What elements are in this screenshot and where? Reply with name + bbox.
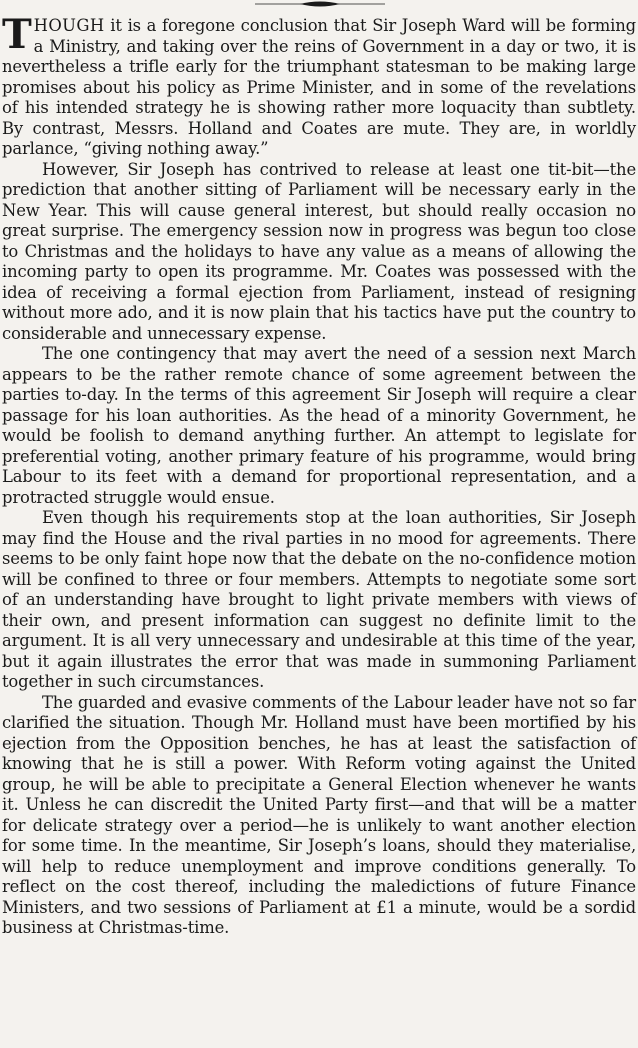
first-word-caps: HOUGH (33, 16, 105, 35)
paragraph-4: Even though his requirements stop at the loan authorities, Sir Joseph may find the House and the rival parties in no mood for agreements. There seems to be only faint hope now that the debate on the no-confidence motion will be confined to three or four members. Attempts to negotiate some sort of an understanding have brought to light private members with views of their own, and present information can suggest no definite limit to the argument. It is all very unnecessary and undesirable at this time of the year, but it again illustrates the error that was made in summoning Parliament together in such circumstances. (2, 508, 636, 691)
paragraph-1-text: it is a foregone conclusion that Sir Joseph Ward will be forming a Ministry, and taking over the reins of Government in a day or two, it is nevertheless a trifle early for the triumphant statesman to be making large promises about his policy as Prime Minister, and in some of the revelations of his intended strategy he is showing rather more loquacity than subtlety. By contrast, Messrs. Holland and Coates are mute. They are, in worldly parlance, “giving nothing away.” (2, 16, 636, 158)
drop-cap: T (2, 11, 32, 58)
paragraph-5: The guarded and evasive comments of the Labour leader have not so far clarified the situation. Though Mr. Holland must have been mortified by his ejection from the Opposition benches, he has at least the satisfaction of knowing that he is still a power. With Reform voting against the United group, he will be able to precipitate a General Election whenever he wants it. Unless he can discredit the United Party first—and that will be a matter for delicate strategy over a period—he is unlikely to want another election for some time. In the meantime, Sir Joseph’s loans, should they materialise, will help to reduce unemployment and improve conditions generally. To reflect on the cost thereof, including the maledictions of future Finance Ministers, and two sessions of Parliament at £1 a minute, would be a sordid business at Christmas-time. (2, 692, 636, 937)
paragraph-1 (2, 11, 636, 160)
editorial-article (2, 11, 636, 939)
paragraph-3: The one contingency that may avert the need of a session next March appears to be the rather remote chance of some agreement between the parties to-day. In the terms of this agreement Sir Joseph will require a clear passage for his loan authorities. As the head of a minority Government, he would be foolish to demand anything further. An attempt to legislate for preferential voting, another primary feature of his programme, would bring Labour to its feet with a demand for proportional representation, and a protracted struggle would ensue. (2, 344, 636, 507)
paragraph-2: However, Sir Joseph has contrived to release at least one tit-bit—the prediction that another sitting of Parliament will be necessary early in the New Year. This will cause general interest, but should really occasion no great surprise. The emergency session now in progress was begun too close to Christmas and the holidays to have any value as a means of allowing the incoming party to open its programme. Mr. Coates was possessed with the idea of receiving a formal ejection from Parliament, instead of resigning without more ado, and it is now plain that his tactics have put the country to considerable and unnecessary expense. (2, 159, 636, 343)
rule-ornament (255, 0, 385, 10)
